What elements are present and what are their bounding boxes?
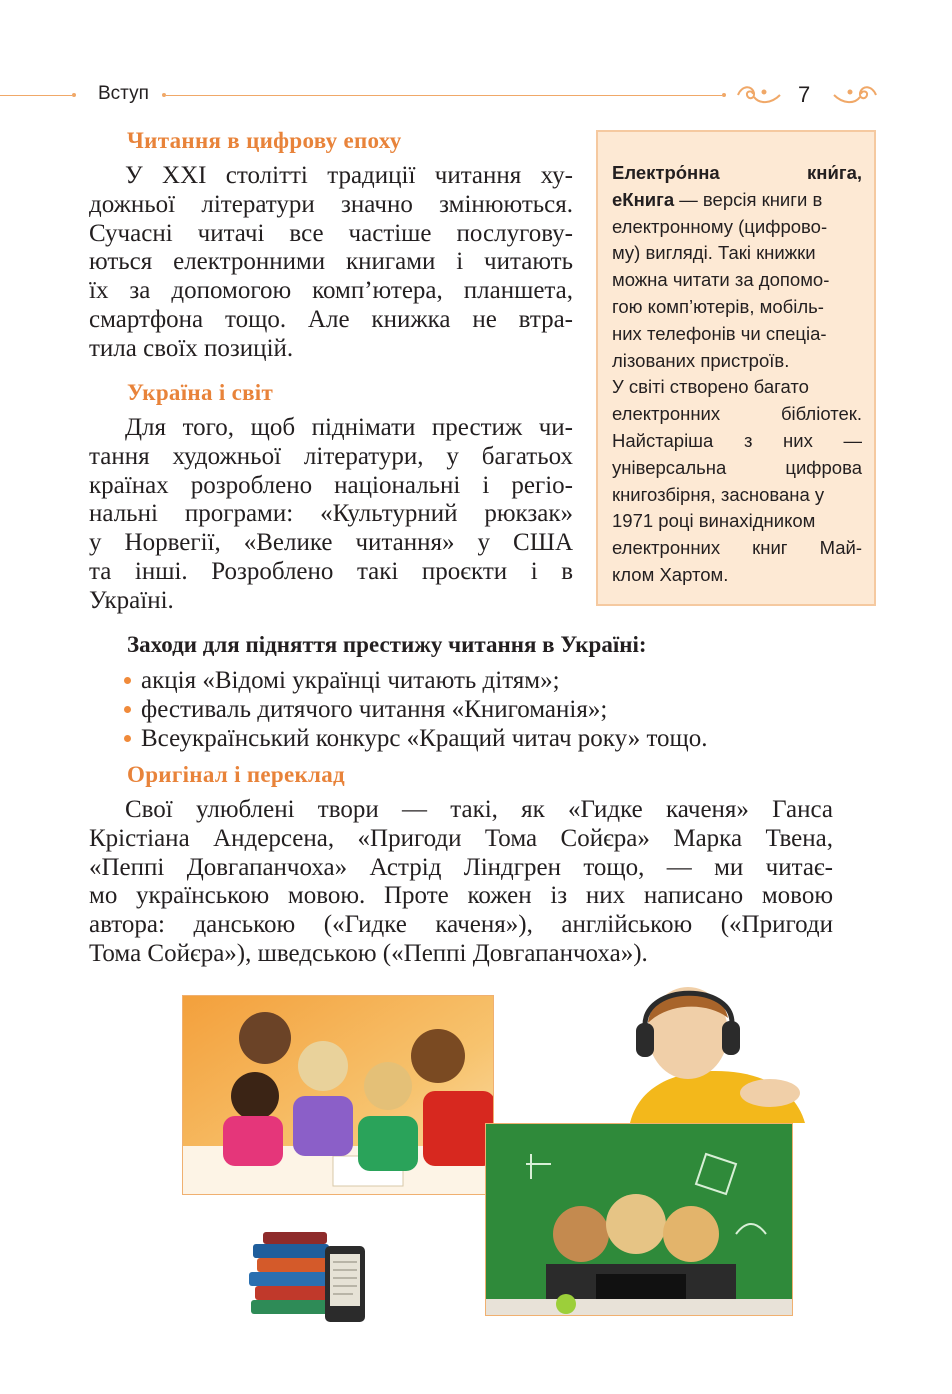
- text-line: Для того, щоб піднімати престиж чи-: [125, 414, 573, 441]
- text-line: Україні.: [89, 586, 174, 614]
- text-line: Крістіана Андерсена, «Пригоди Тома Сойєра» Марка Твена,: [89, 824, 833, 852]
- text-line: У XXI столітті традиції читання ху-: [125, 162, 573, 189]
- text-line: мо українською мовою. Проте кожен із них написано мовою: [89, 882, 833, 910]
- text-line: них телефонів чи спеціа-: [612, 322, 827, 344]
- text-line: тання художньої літератури, у багатьох: [89, 442, 573, 470]
- text-line: тила своїх позицій.: [89, 334, 294, 362]
- text-line: Сучасні читачі все частіше послугову-: [89, 219, 573, 247]
- bullet-icon: [124, 735, 131, 742]
- text-line: книгозбірня, заснована у: [612, 483, 825, 505]
- text-line: клом Хартом.: [612, 563, 729, 585]
- text-line: у Норвегії, «Велике читання» у США: [89, 529, 573, 557]
- text-line: «Пеппі Довгапанчоха» Астрід Ліндгрен тощо, — ми читає-: [89, 853, 833, 881]
- text-line: гою комп’ютерів, мобіль-: [612, 295, 824, 317]
- text-line: нальні програми: «Культурний рюкзак»: [89, 500, 573, 528]
- text-line: смартфона тощо. Але книжка не втра-: [89, 305, 573, 333]
- text-line: 1971 році винахідником: [612, 510, 816, 532]
- text-line: електронних книг Май-: [612, 537, 862, 559]
- header-rule-dot: [722, 93, 726, 97]
- definition-term-short: еКнига: [612, 188, 675, 210]
- section-heading-digital-era: Читання в цифрову епоху: [127, 128, 402, 153]
- text-line: та інші. Розроблено такі проєкти і в: [89, 557, 573, 585]
- text-line: електронному (цифрово-: [612, 215, 828, 237]
- paragraph-original-translation: [89, 796, 833, 969]
- text-line: [612, 187, 862, 214]
- bullet-icon: [124, 706, 131, 713]
- text-line: Найстаріша з них —: [612, 429, 862, 451]
- text-line: му) вигляді. Такі книжки: [612, 242, 816, 264]
- running-header-section: Вступ: [98, 83, 149, 104]
- list-item: [124, 666, 708, 695]
- header-rule-middle: [166, 95, 722, 96]
- paragraph-ukraine-world: [89, 414, 573, 616]
- text-line: дожньої літератури значно змінюються.: [89, 190, 573, 218]
- list-item-text: фестиваль дитячого читання «Книгоманія»;: [141, 696, 608, 723]
- header-rule-dot: [72, 93, 76, 97]
- definition-text: [612, 160, 862, 589]
- photo-girls-laptop: [485, 1123, 793, 1316]
- text-line: можна читати за допомо-: [612, 269, 830, 291]
- image-books-ereader: [247, 1230, 372, 1326]
- bullet-icon: [124, 677, 131, 684]
- list-item: [124, 695, 708, 724]
- list-item-text: акція «Відомі українці читають дітям»;: [141, 667, 560, 694]
- text-line: Тома Сойєра»), шведською («Пеппі Довгапанчоха»).: [89, 939, 648, 967]
- text-line: автора: данською («Гидке каченя»), англійською («Пригоди: [89, 911, 833, 939]
- list-item-text: Всеукраїнський конкурс «Кращий читач року» тощо.: [141, 725, 708, 752]
- page-number: 7: [798, 82, 811, 107]
- text-fragment: — версія книги в: [674, 188, 823, 210]
- photo-children-reading: [182, 995, 494, 1195]
- text-line: Свої улюблені твори — такі, як «Гидке каченя» Ганса: [125, 796, 833, 823]
- text-line: лізованих пристроїв.: [612, 349, 790, 371]
- text-line: ються електронними книгами і читають: [89, 248, 573, 276]
- measures-list: [124, 666, 708, 753]
- section-heading-original-translation: Оригінал і переклад: [127, 762, 345, 787]
- text-line: універсальна цифрова: [612, 456, 862, 478]
- list-item: [124, 724, 708, 753]
- paragraph-digital-era: [89, 162, 573, 364]
- text-line: У світі створено багато: [612, 376, 809, 398]
- ornament-right-icon: [832, 83, 880, 107]
- text-line: електронних бібліотек.: [612, 403, 862, 425]
- header-rule-left: [0, 95, 72, 96]
- text-line: їх за допомогою комп’ютера, планшета,: [89, 277, 573, 305]
- definition-term: Електро́нна кни́га,: [612, 162, 862, 183]
- text-line: країнах розроблено національні і регіо-: [89, 471, 573, 499]
- ornament-left-icon: [734, 83, 782, 107]
- photo-boy-headphones: [610, 983, 820, 1123]
- measures-title: Заходи для підняття престижу читання в Україні:: [127, 632, 647, 657]
- section-heading-ukraine-world: Україна і світ: [127, 380, 274, 405]
